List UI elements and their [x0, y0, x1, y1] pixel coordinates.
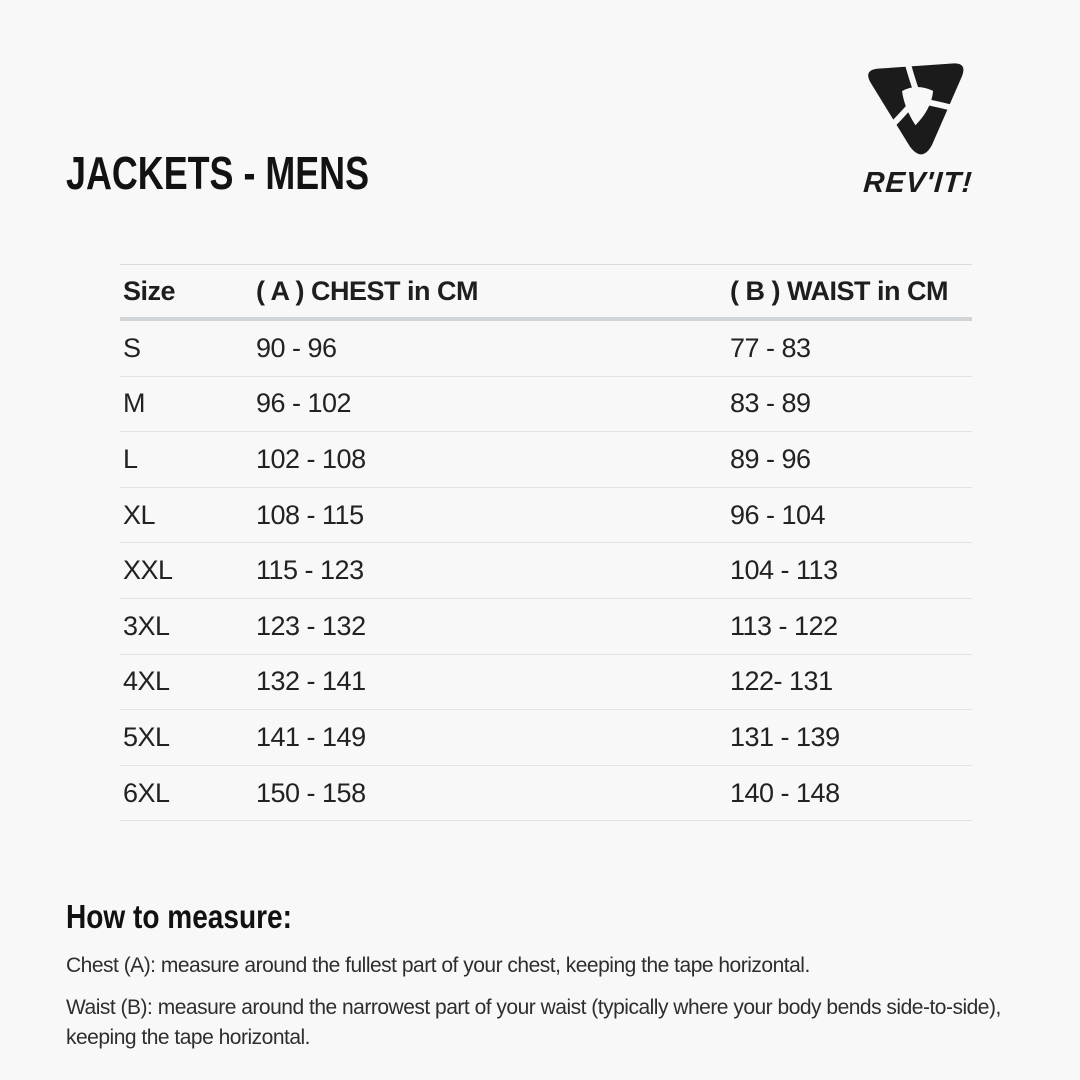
size-cell: S: [123, 332, 141, 363]
size-cell: 3XL: [123, 610, 170, 641]
waist-cell: 89 - 96: [730, 443, 811, 474]
size-cell: XL: [123, 499, 156, 530]
table-row: [120, 655, 972, 711]
size-table: [120, 264, 972, 821]
column-header-size: Size: [123, 275, 176, 306]
table-row: [120, 321, 972, 377]
size-table-header: [120, 264, 972, 321]
waist-cell: 122- 131: [730, 666, 833, 697]
how-to-measure-heading: How to measure:: [66, 898, 293, 935]
size-cell: 6XL: [123, 777, 170, 808]
column-header-waist: ( B ) WAIST in CM: [730, 275, 948, 306]
chest-instruction: Chest (A): measure around the fullest part of your chest, keeping the tape horizontal.: [66, 954, 810, 977]
table-row: [120, 710, 972, 766]
waist-cell: 131 - 139: [730, 721, 840, 752]
chest-cell: 115 - 123: [256, 555, 364, 586]
column-header-chest: ( A ) CHEST in CM: [256, 275, 478, 306]
size-cell: 5XL: [123, 721, 170, 752]
waist-cell: 96 - 104: [730, 499, 826, 530]
how-to-measure-section: [66, 898, 1071, 1065]
waist-cell: 140 - 148: [730, 777, 840, 808]
brand-wordmark: REV'IT!: [862, 167, 974, 199]
size-cell: 4XL: [123, 666, 170, 697]
waist-cell: 104 - 113: [730, 555, 838, 586]
revit-shield-icon: [842, 44, 994, 166]
size-cell: XXL: [123, 555, 173, 586]
waist-cell: 83 - 89: [730, 388, 811, 419]
table-row: [120, 488, 972, 544]
chest-cell: 150 - 158: [256, 777, 366, 808]
table-row: [120, 599, 972, 655]
waist-cell: 113 - 122: [730, 610, 838, 641]
chest-cell: 96 - 102: [256, 388, 352, 419]
table-row: [120, 377, 972, 433]
page-title: JACKETS - MENS: [66, 147, 370, 199]
chest-cell: 123 - 132: [256, 610, 366, 641]
chest-cell: 141 - 149: [256, 721, 366, 752]
table-row: [120, 432, 972, 488]
size-cell: M: [123, 388, 145, 419]
waist-instruction: Waist (B): measure around the narrowest part of your waist (typically where your body bends side-to-side), keeping the tape horizontal.: [66, 996, 1001, 1049]
chest-cell: 108 - 115: [256, 499, 364, 530]
waist-cell: 77 - 83: [730, 332, 811, 363]
table-row: [120, 543, 972, 599]
brand-logo: [842, 44, 994, 200]
chest-cell: 132 - 141: [256, 666, 366, 697]
size-cell: L: [123, 443, 138, 474]
chest-cell: 102 - 108: [256, 443, 366, 474]
chest-cell: 90 - 96: [256, 332, 337, 363]
table-row: [120, 766, 972, 822]
